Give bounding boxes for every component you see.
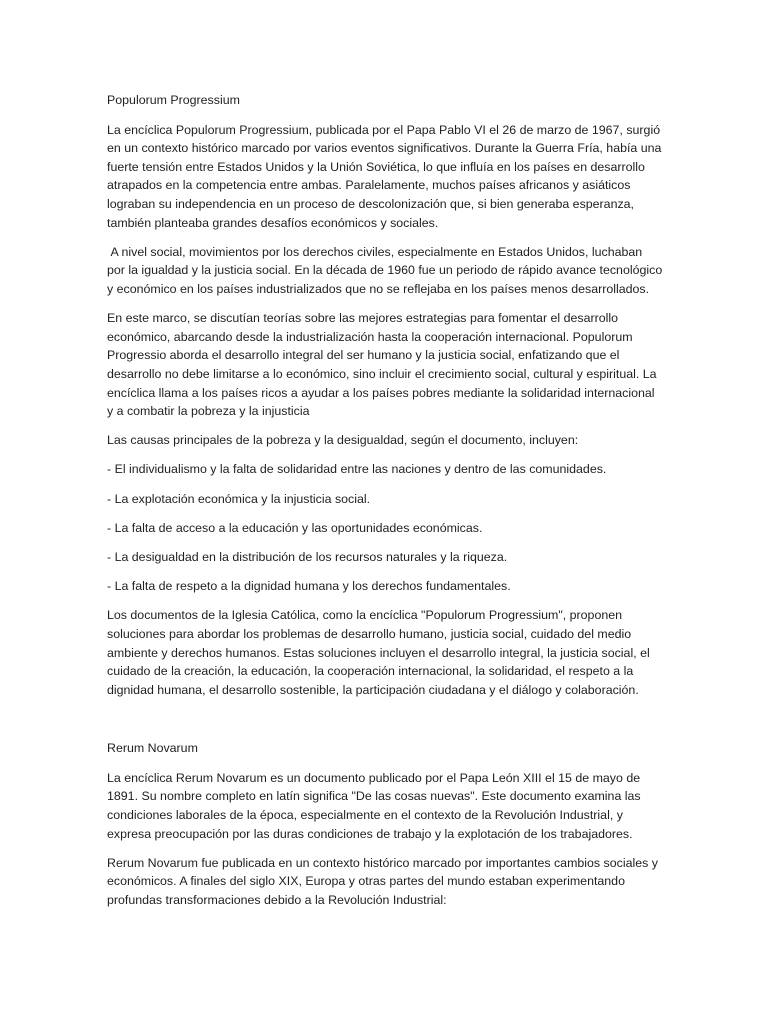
paragraph-rerum-context: Rerum Novarum fue publicada en un contexto histórico marcado por importantes cambios sociales y económicos. A finales del siglo XIX, Europa y otras partes del mundo estaban experimentando profundas transformaciones debido a la Revolución Industrial: [107,855,658,907]
cause-item: - La falta de respeto a la dignidad humana y los derechos fundamentales. [107,579,511,594]
cause-item: - El individualismo y la falta de solidaridad entre las naciones y dentro de las comunidades. [107,462,607,477]
paragraph-context: La encíclica Populorum Progressium, publicada por el Papa Pablo VI el 26 de marzo de 1967, surgió en un contexto histórico marcado por varios eventos significativos. Durante la Guerra Fría, había una fuerte tensión entre Estados Unidos y la Unión Soviética, lo que influía en los países en desarrollo atrapados en la competencia entre ambas. Paralelamente, muchos países africanos y asiáticos lograban su independencia en un proceso de descolonización que, si bien generaba esperanza, también planteaba grandes desafíos económicos y sociales. [107,122,662,230]
section-title-populorum: Populorum Progressium [107,93,240,107]
paragraph-rerum-intro: La encíclica Rerum Novarum es un documento publicado por el Papa León XIII el 15 de mayo de 1891. Su nombre completo en latín significa "De las cosas nuevas". Este documento examina las condiciones laborales de la época, especialmente en el contexto de la Revolución Industrial, y expresa preocupación por las duras condiciones de trabajo y la explotación de los trabajadores. [107,770,641,841]
paragraph-social: A nivel social, movimientos por los derechos civiles, especialmente en Estados Unidos, luchaban por la igualdad y la justicia social. En la década de 1960 fue un periodo de rápido avance tecnológico y económico en los países industrializados que no se reflejaba en los países menos desarrollados. [107,244,666,296]
paragraph-solutions: Los documentos de la Iglesia Católica, como la encíclica "Populorum Progressium", proponen soluciones para abordar los problemas de desarrollo humano, justicia social, cuidado del medio ambiente y derechos humanos. Estas soluciones incluyen el desarrollo integral, la justicia social, el cuidado de la creación, la educación, la cooperación internacional, la solidaridad, el respeto a la dignidad humana, el desarrollo sostenible, la participación ciudadana y el diálogo y colaboración. [107,608,650,697]
cause-item: - La desigualdad en la distribución de los recursos naturales y la riqueza. [107,550,508,565]
cause-item: - La falta de acceso a la educación y las oportunidades económicas. [107,520,483,535]
cause-item: - La explotación económica y la injusticia social. [107,491,371,506]
document-body [107,91,666,920]
blank-line [107,710,663,729]
paragraph-framework: En este marco, se discutían teorías sobre las mejores estrategias para fomentar el desarrollo económico, abarcando desde la industrialización hasta la cooperación internacional. Populorum Progressio aborda el desarrollo integral del ser humano y la justicia social, enfatizando que el desarrollo no debe limitarse a lo económico, sino incluir el crecimiento social, cultural y espiritual. La encíclica llama a los países ricos a ayudar a los países pobres mediante la solidaridad internacional y a combatir la pobreza y la injusticia [107,311,657,419]
section-title-rerum: Rerum Novarum [107,741,198,756]
paragraph-causes-intro: Las causas principales de la pobreza y la desigualdad, según el documento, incluyen: [107,433,579,448]
